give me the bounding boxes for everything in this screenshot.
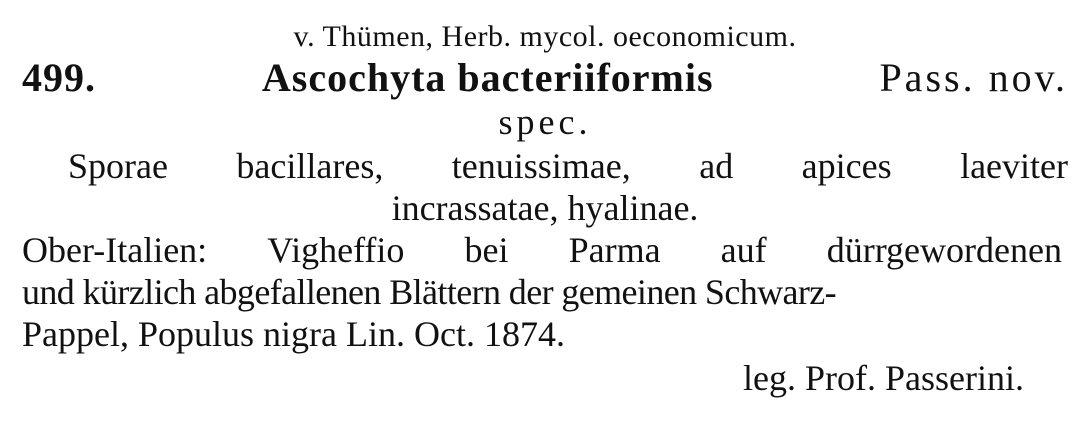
locality-word: Ober-Italien: [22, 230, 208, 270]
locality-word: Parma [568, 230, 661, 270]
species-name: Ascochyta bacteriiformis [261, 55, 714, 100]
description-line-1 [68, 148, 1068, 184]
description-word: ad [699, 146, 734, 186]
locality-word: bei [464, 230, 509, 270]
description-word: bacillares, [236, 146, 384, 186]
locality-line-2: und kürzlich abgefallenen Blättern der gemeinen Schwarz- [22, 272, 837, 312]
description-word: laeviter [960, 146, 1068, 186]
collector-line: leg. Prof. Passerini. [743, 358, 1024, 398]
species-author: Pass. nov. [879, 55, 1068, 100]
locality-word: auf [720, 230, 767, 270]
description-line-2: incrassatae, hyalinae. [391, 188, 699, 228]
specimen-number: 499. [22, 55, 96, 100]
series-header: v. Thümen, Herb. mycol. oeconomicum. [293, 20, 797, 53]
description-word: apices [801, 146, 892, 186]
locality-line-1 [22, 232, 1062, 268]
species-title-continuation: spec. [498, 102, 592, 142]
locality-line-3: Pappel, Populus nigra Lin. Oct. 1874. [22, 314, 565, 354]
specimen-title [22, 55, 1068, 100]
locality-word: dürrgewordenen [826, 230, 1062, 270]
description-word: tenuissimae, [451, 146, 631, 186]
description-word: Sporae [68, 146, 168, 186]
locality-word: Vigheffio [267, 230, 405, 270]
